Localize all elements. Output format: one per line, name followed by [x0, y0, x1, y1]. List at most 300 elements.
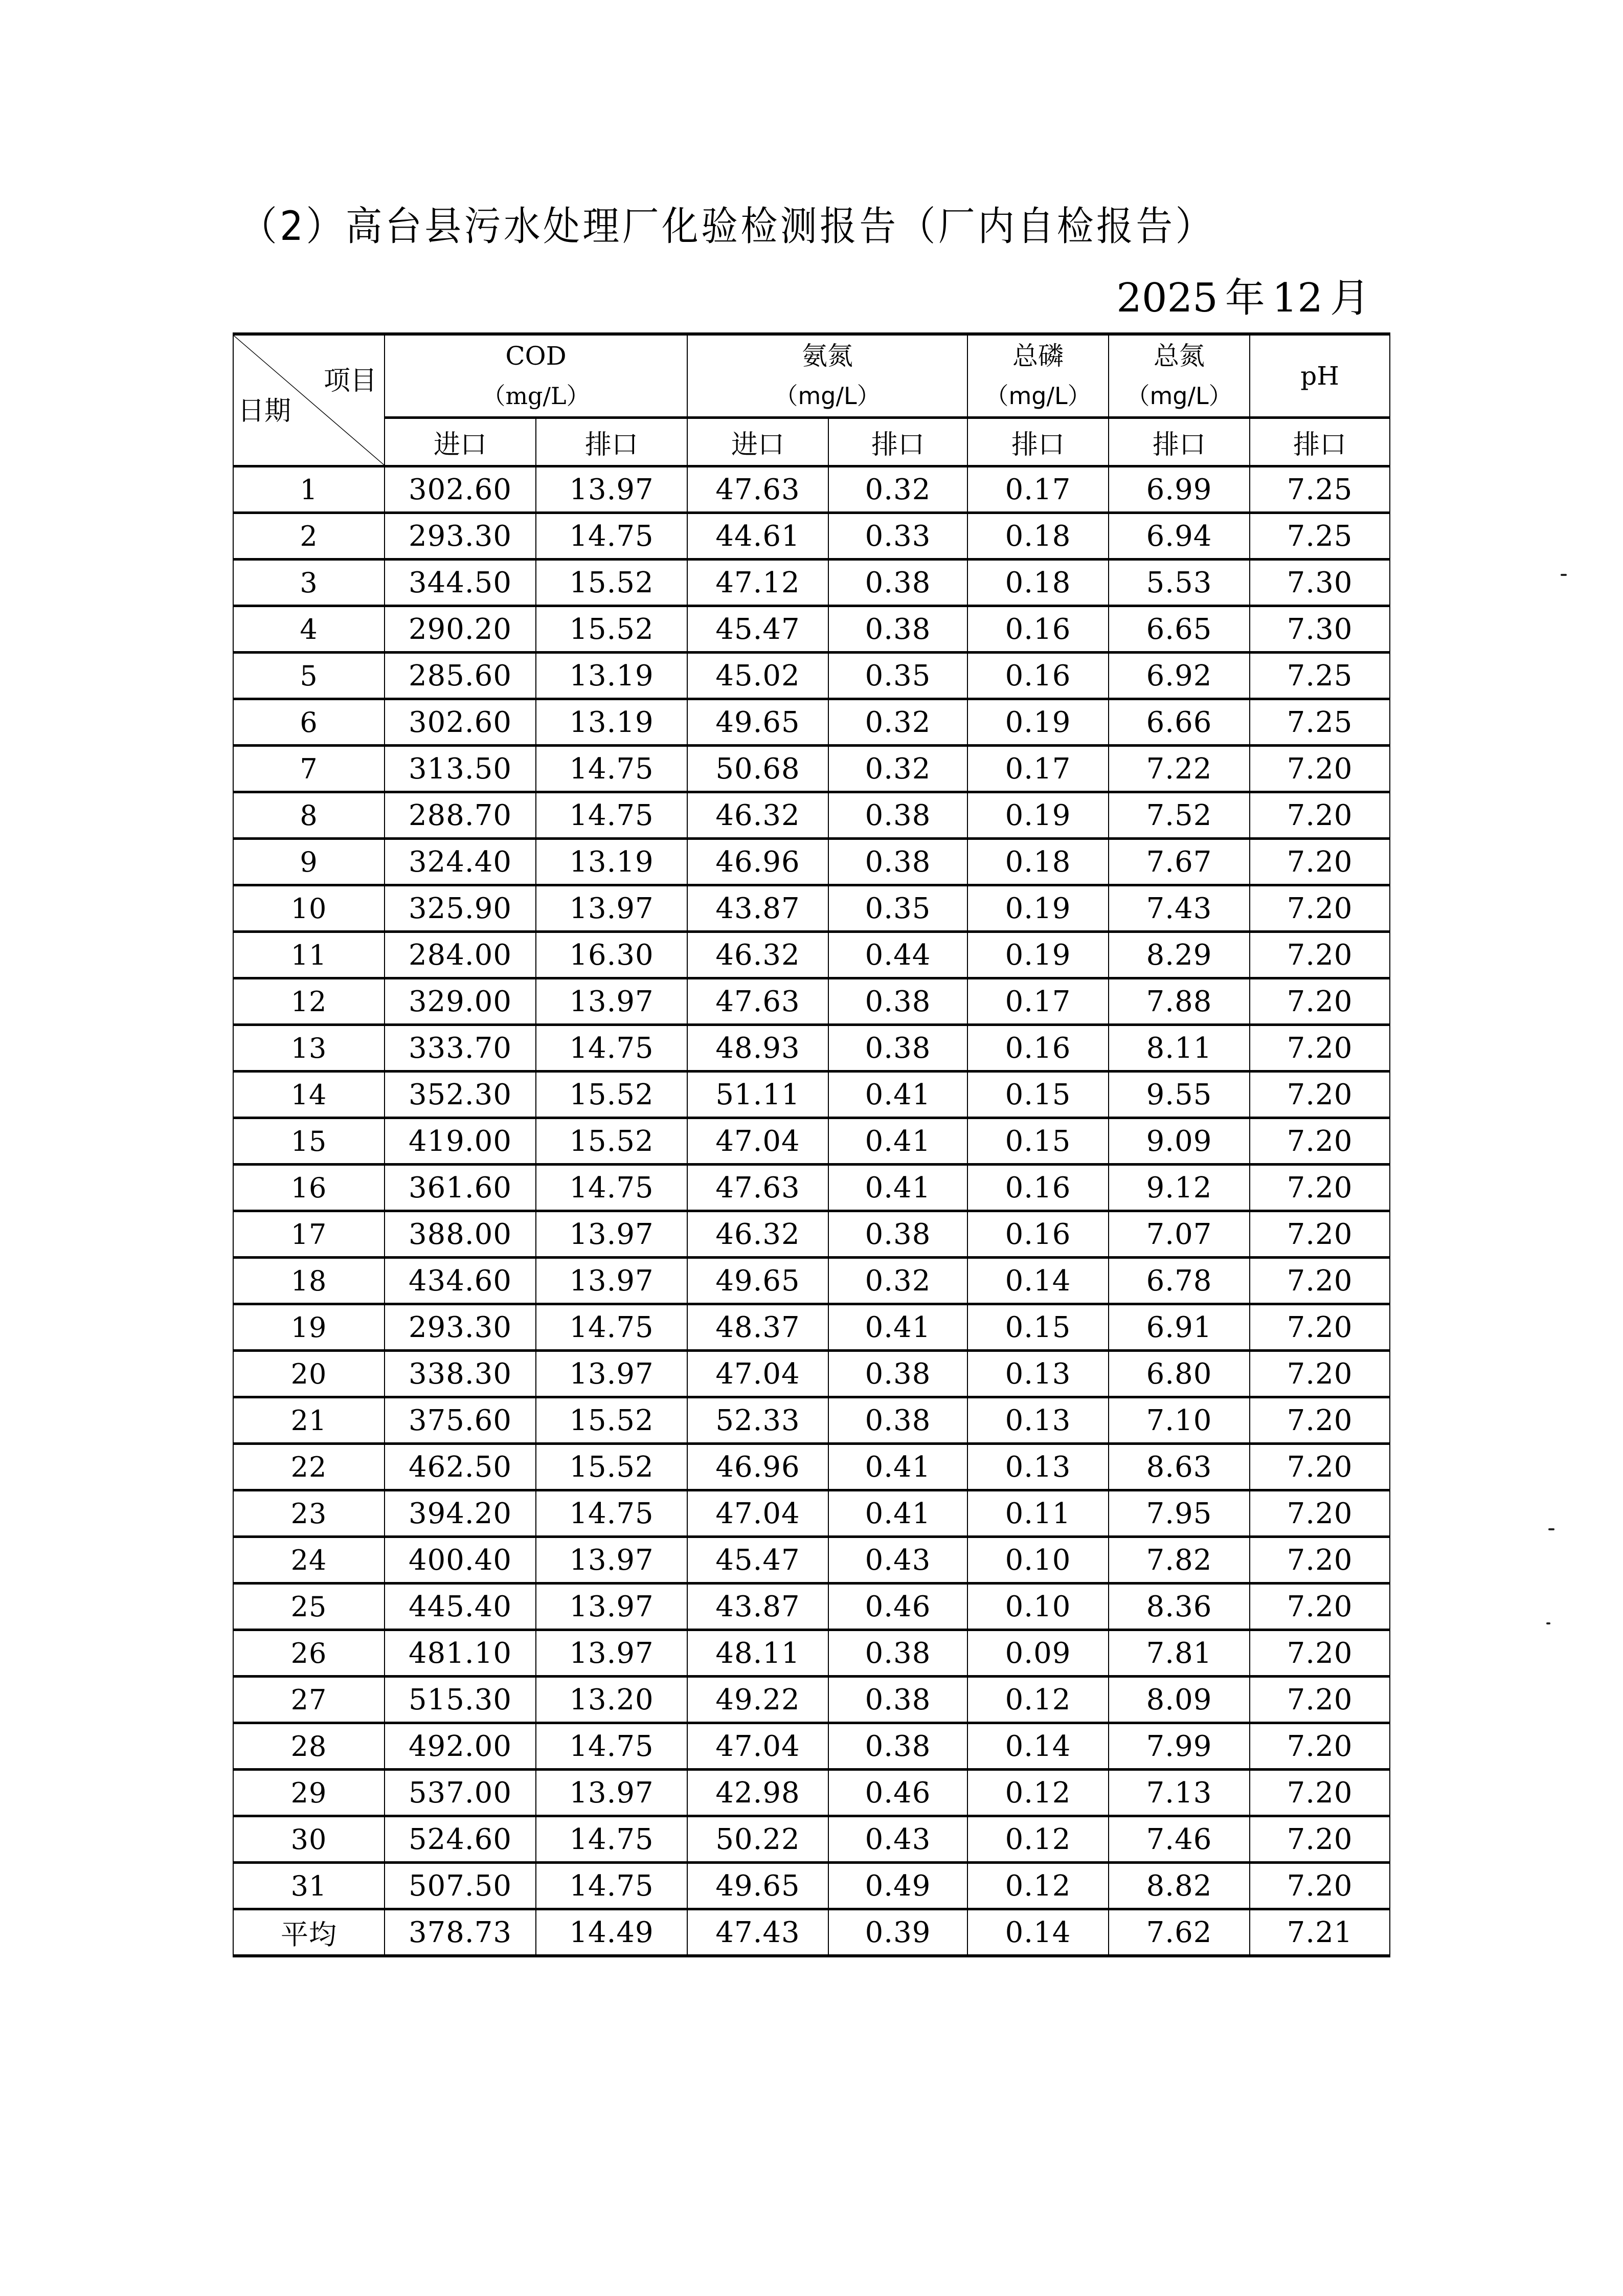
scan-speck: [1546, 1622, 1550, 1624]
cell-ph-outlet: 7.20: [1250, 792, 1390, 839]
group-name: 总氮: [1154, 341, 1205, 371]
cell-cod-inlet: 313.50: [385, 746, 536, 792]
cell-tn-outlet: 7.46: [1109, 1816, 1250, 1863]
cell-cod-outlet: 15.52: [536, 1397, 687, 1444]
cell-tp-outlet: 0.18: [967, 560, 1109, 606]
table-row: [233, 1770, 1390, 1816]
cell-tn-outlet: 7.13: [1109, 1770, 1250, 1816]
cell-cod-outlet: 15.52: [536, 606, 687, 653]
cell-ph-outlet: 7.25: [1250, 699, 1390, 746]
cell-nh3n-inlet: 48.11: [687, 1630, 828, 1677]
cell-nh3n-inlet: 49.22: [687, 1677, 828, 1723]
cell-ph-outlet: 7.20: [1250, 1118, 1390, 1165]
group-name: 氨氮: [802, 341, 853, 371]
group-header-ph: [1250, 334, 1390, 418]
cell-day: 30: [233, 1816, 385, 1863]
cell-day: 6: [233, 699, 385, 746]
cell-ph-outlet: 7.20: [1250, 1444, 1390, 1490]
cell-nh3n-inlet: 45.47: [687, 1537, 828, 1584]
table-row: [233, 606, 1390, 653]
header-row-points: [233, 418, 1390, 466]
cell-day: 13: [233, 1025, 385, 1072]
cell-cod-inlet: 445.40: [385, 1584, 536, 1630]
cell-tn-outlet: 9.09: [1109, 1118, 1250, 1165]
cell-nh3n-outlet: 0.32: [828, 699, 967, 746]
cell-ph-outlet: 7.20: [1250, 932, 1390, 978]
cell-nh3n-outlet: 0.41: [828, 1490, 967, 1537]
cell-nh3n-inlet: 47.63: [687, 978, 828, 1025]
table-body: [233, 466, 1390, 1956]
cell-ph-outlet: 7.20: [1250, 885, 1390, 932]
table-row: [233, 560, 1390, 606]
cell-nh3n-outlet: 0.32: [828, 466, 967, 513]
cell-cod-inlet: 285.60: [385, 653, 536, 699]
table-row: [233, 1863, 1390, 1909]
table-row: [233, 1723, 1390, 1770]
cell-nh3n-inlet: 42.98: [687, 1770, 828, 1816]
group-unit: （mg/L）: [482, 382, 590, 410]
cell-day: 9: [233, 839, 385, 885]
corner-item-label: 项目: [323, 366, 377, 396]
subheader-cod-outlet: 排口: [536, 418, 687, 466]
table-row: [233, 1677, 1390, 1723]
cell-cod-inlet: 537.00: [385, 1770, 536, 1816]
cell-cod-outlet: 15.52: [536, 1444, 687, 1490]
cell-day: 18: [233, 1258, 385, 1304]
cell-ph-outlet: 7.20: [1250, 1072, 1390, 1118]
report-month: 12: [1272, 275, 1323, 321]
cell-tn-outlet: 5.53: [1109, 560, 1250, 606]
cell-tn-outlet: 6.99: [1109, 466, 1250, 513]
cell-tn-outlet: 7.22: [1109, 746, 1250, 792]
cell-day: 20: [233, 1351, 385, 1397]
cell-tp-outlet: 0.12: [967, 1816, 1109, 1863]
cell-ph-outlet: 7.20: [1250, 1397, 1390, 1444]
cell-cod-outlet: 13.97: [536, 1770, 687, 1816]
cell-tp-outlet: 0.16: [967, 1165, 1109, 1211]
cell-nh3n-inlet: 43.87: [687, 1584, 828, 1630]
cell-ph-outlet: 7.20: [1250, 1351, 1390, 1397]
table-row: [233, 746, 1390, 792]
cell-nh3n-outlet: 0.38: [828, 560, 967, 606]
corner-header-cell: [233, 334, 385, 466]
table-row: [233, 513, 1390, 560]
cell-day: 1: [233, 466, 385, 513]
cell-cod-outlet: 13.20: [536, 1677, 687, 1723]
cell-tn-outlet: 7.52: [1109, 792, 1250, 839]
cell-nh3n-outlet: 0.38: [828, 839, 967, 885]
cell-tp-outlet: 0.12: [967, 1863, 1109, 1909]
table-row: [233, 1351, 1390, 1397]
cell-cod-inlet: 288.70: [385, 792, 536, 839]
cell-day: 5: [233, 653, 385, 699]
cell-tn-outlet: 7.62: [1109, 1909, 1250, 1956]
cell-ph-outlet: 7.20: [1250, 1165, 1390, 1211]
cell-tp-outlet: 0.13: [967, 1351, 1109, 1397]
cell-tn-outlet: 6.94: [1109, 513, 1250, 560]
table-row: [233, 1211, 1390, 1258]
group-unit: （mg/L）: [774, 382, 881, 410]
cell-day: 27: [233, 1677, 385, 1723]
cell-cod-inlet: 419.00: [385, 1118, 536, 1165]
cell-day: 10: [233, 885, 385, 932]
cell-cod-outlet: 14.75: [536, 1723, 687, 1770]
cell-tn-outlet: 7.82: [1109, 1537, 1250, 1584]
cell-cod-outlet: 13.19: [536, 653, 687, 699]
cell-cod-outlet: 13.19: [536, 699, 687, 746]
cell-ph-outlet: 7.20: [1250, 978, 1390, 1025]
cell-ph-outlet: 7.20: [1250, 1770, 1390, 1816]
cell-cod-inlet: 400.40: [385, 1537, 536, 1584]
cell-day: 22: [233, 1444, 385, 1490]
subheader-cod-inlet: 进口: [385, 418, 536, 466]
cell-nh3n-outlet: 0.49: [828, 1863, 967, 1909]
cell-tn-outlet: 6.80: [1109, 1351, 1250, 1397]
cell-day: 4: [233, 606, 385, 653]
cell-tn-outlet: 7.10: [1109, 1397, 1250, 1444]
subheader-nh3n-inlet: 进口: [687, 418, 828, 466]
cell-cod-outlet: 13.97: [536, 1351, 687, 1397]
cell-tp-outlet: 0.16: [967, 606, 1109, 653]
cell-cod-inlet: 324.40: [385, 839, 536, 885]
cell-ph-outlet: 7.20: [1250, 1630, 1390, 1677]
cell-tp-outlet: 0.19: [967, 932, 1109, 978]
cell-cod-outlet: 13.97: [536, 1584, 687, 1630]
table-row: [233, 1490, 1390, 1537]
lab-results-table: [233, 332, 1390, 1957]
cell-ph-outlet: 7.20: [1250, 746, 1390, 792]
cell-cod-inlet: 378.73: [385, 1909, 536, 1956]
cell-ph-outlet: 7.20: [1250, 1211, 1390, 1258]
cell-nh3n-outlet: 0.33: [828, 513, 967, 560]
cell-day: 23: [233, 1490, 385, 1537]
cell-ph-outlet: 7.20: [1250, 839, 1390, 885]
subheader-ph-outlet: 排口: [1250, 418, 1390, 466]
cell-tp-outlet: 0.12: [967, 1677, 1109, 1723]
cell-cod-inlet: 302.60: [385, 699, 536, 746]
cell-cod-outlet: 13.97: [536, 1537, 687, 1584]
cell-tp-outlet: 0.15: [967, 1118, 1109, 1165]
cell-ph-outlet: 7.25: [1250, 653, 1390, 699]
cell-tn-outlet: 7.99: [1109, 1723, 1250, 1770]
group-unit: （mg/L）: [1126, 382, 1232, 410]
cell-ph-outlet: 7.20: [1250, 1025, 1390, 1072]
cell-tp-outlet: 0.10: [967, 1584, 1109, 1630]
cell-day: 16: [233, 1165, 385, 1211]
cell-cod-inlet: 293.30: [385, 1304, 536, 1351]
cell-ph-outlet: 7.25: [1250, 466, 1390, 513]
cell-ph-outlet: 7.20: [1250, 1258, 1390, 1304]
cell-tp-outlet: 0.09: [967, 1630, 1109, 1677]
cell-nh3n-inlet: 47.04: [687, 1723, 828, 1770]
cell-cod-inlet: 344.50: [385, 560, 536, 606]
cell-tp-outlet: 0.13: [967, 1444, 1109, 1490]
cell-nh3n-inlet: 47.43: [687, 1909, 828, 1956]
cell-cod-outlet: 14.75: [536, 1165, 687, 1211]
cell-cod-outlet: 14.75: [536, 792, 687, 839]
table-row: [233, 1304, 1390, 1351]
group-header-total-nitrogen: [1109, 334, 1250, 418]
cell-nh3n-inlet: 47.63: [687, 466, 828, 513]
cell-tp-outlet: 0.15: [967, 1072, 1109, 1118]
cell-tp-outlet: 0.13: [967, 1397, 1109, 1444]
cell-cod-outlet: 13.97: [536, 1630, 687, 1677]
cell-ph-outlet: 7.21: [1250, 1909, 1390, 1956]
cell-nh3n-outlet: 0.39: [828, 1909, 967, 1956]
cell-tp-outlet: 0.18: [967, 513, 1109, 560]
cell-tp-outlet: 0.17: [967, 978, 1109, 1025]
cell-nh3n-outlet: 0.38: [828, 1025, 967, 1072]
table-row: [233, 1118, 1390, 1165]
cell-cod-inlet: 375.60: [385, 1397, 536, 1444]
cell-cod-outlet: 13.97: [536, 1211, 687, 1258]
cell-nh3n-inlet: 49.65: [687, 1863, 828, 1909]
cell-tp-outlet: 0.11: [967, 1490, 1109, 1537]
cell-tp-outlet: 0.19: [967, 699, 1109, 746]
cell-tn-outlet: 7.07: [1109, 1211, 1250, 1258]
cell-day: 26: [233, 1630, 385, 1677]
cell-cod-outlet: 14.75: [536, 746, 687, 792]
cell-cod-inlet: 325.90: [385, 885, 536, 932]
cell-tp-outlet: 0.14: [967, 1258, 1109, 1304]
cell-nh3n-outlet: 0.38: [828, 606, 967, 653]
cell-day: 14: [233, 1072, 385, 1118]
table-row: [233, 1584, 1390, 1630]
cell-tn-outlet: 8.29: [1109, 932, 1250, 978]
cell-tn-outlet: 6.92: [1109, 653, 1250, 699]
cell-tp-outlet: 0.17: [967, 466, 1109, 513]
cell-nh3n-inlet: 46.32: [687, 1211, 828, 1258]
cell-nh3n-outlet: 0.32: [828, 746, 967, 792]
cell-nh3n-inlet: 47.63: [687, 1165, 828, 1211]
table-row: [233, 653, 1390, 699]
cell-nh3n-outlet: 0.41: [828, 1072, 967, 1118]
table-row: [233, 1072, 1390, 1118]
cell-nh3n-inlet: 46.96: [687, 839, 828, 885]
cell-cod-inlet: 388.00: [385, 1211, 536, 1258]
table-row: [233, 932, 1390, 978]
cell-cod-inlet: 329.00: [385, 978, 536, 1025]
scan-speck: [1561, 574, 1567, 576]
cell-tn-outlet: 7.67: [1109, 839, 1250, 885]
cell-nh3n-outlet: 0.38: [828, 978, 967, 1025]
cell-tp-outlet: 0.12: [967, 1770, 1109, 1816]
cell-day: 平均: [233, 1909, 385, 1956]
cell-nh3n-outlet: 0.46: [828, 1584, 967, 1630]
cell-day: 3: [233, 560, 385, 606]
cell-cod-outlet: 13.97: [536, 466, 687, 513]
cell-ph-outlet: 7.20: [1250, 1863, 1390, 1909]
cell-cod-inlet: 284.00: [385, 932, 536, 978]
group-name: pH: [1300, 361, 1339, 391]
header-row-groups: [233, 334, 1390, 418]
cell-nh3n-inlet: 46.32: [687, 932, 828, 978]
cell-nh3n-inlet: 49.65: [687, 699, 828, 746]
cell-nh3n-inlet: 47.12: [687, 560, 828, 606]
cell-cod-outlet: 13.97: [536, 978, 687, 1025]
cell-day: 29: [233, 1770, 385, 1816]
table-row: [233, 1630, 1390, 1677]
cell-nh3n-outlet: 0.38: [828, 1351, 967, 1397]
cell-tn-outlet: 9.55: [1109, 1072, 1250, 1118]
cell-day: 11: [233, 932, 385, 978]
cell-cod-inlet: 394.20: [385, 1490, 536, 1537]
table-row: [233, 1816, 1390, 1863]
cell-nh3n-outlet: 0.38: [828, 1211, 967, 1258]
cell-nh3n-inlet: 52.33: [687, 1397, 828, 1444]
cell-nh3n-inlet: 48.93: [687, 1025, 828, 1072]
cell-nh3n-inlet: 47.04: [687, 1118, 828, 1165]
cell-tp-outlet: 0.18: [967, 839, 1109, 885]
cell-nh3n-outlet: 0.41: [828, 1444, 967, 1490]
cell-tn-outlet: 8.11: [1109, 1025, 1250, 1072]
table-row: [233, 978, 1390, 1025]
cell-cod-outlet: 15.52: [536, 1072, 687, 1118]
cell-cod-outlet: 13.97: [536, 885, 687, 932]
cell-nh3n-outlet: 0.43: [828, 1816, 967, 1863]
table-row: [233, 699, 1390, 746]
cell-cod-inlet: 492.00: [385, 1723, 536, 1770]
cell-day: 7: [233, 746, 385, 792]
cell-tp-outlet: 0.14: [967, 1909, 1109, 1956]
group-name: COD: [505, 341, 567, 371]
cell-day: 15: [233, 1118, 385, 1165]
cell-cod-outlet: 14.75: [536, 1863, 687, 1909]
cell-tn-outlet: 8.09: [1109, 1677, 1250, 1723]
cell-nh3n-outlet: 0.46: [828, 1770, 967, 1816]
cell-ph-outlet: 7.20: [1250, 1304, 1390, 1351]
cell-cod-inlet: 352.30: [385, 1072, 536, 1118]
cell-tn-outlet: 6.91: [1109, 1304, 1250, 1351]
cell-nh3n-inlet: 46.32: [687, 792, 828, 839]
cell-cod-outlet: 16.30: [536, 932, 687, 978]
cell-day: 19: [233, 1304, 385, 1351]
cell-tn-outlet: 7.88: [1109, 978, 1250, 1025]
cell-nh3n-inlet: 47.04: [687, 1351, 828, 1397]
cell-cod-inlet: 481.10: [385, 1630, 536, 1677]
cell-tn-outlet: 8.63: [1109, 1444, 1250, 1490]
cell-cod-inlet: 338.30: [385, 1351, 536, 1397]
cell-cod-outlet: 15.52: [536, 1118, 687, 1165]
cell-nh3n-outlet: 0.41: [828, 1165, 967, 1211]
cell-nh3n-inlet: 50.68: [687, 746, 828, 792]
cell-nh3n-outlet: 0.44: [828, 932, 967, 978]
cell-cod-inlet: 333.70: [385, 1025, 536, 1072]
cell-cod-outlet: 14.49: [536, 1909, 687, 1956]
cell-nh3n-outlet: 0.38: [828, 1397, 967, 1444]
subheader-nh3n-outlet: 排口: [828, 418, 967, 466]
cell-cod-outlet: 15.52: [536, 560, 687, 606]
cell-nh3n-outlet: 0.43: [828, 1537, 967, 1584]
cell-nh3n-outlet: 0.35: [828, 885, 967, 932]
cell-tp-outlet: 0.17: [967, 746, 1109, 792]
cell-ph-outlet: 7.20: [1250, 1816, 1390, 1863]
cell-tn-outlet: 7.95: [1109, 1490, 1250, 1537]
cell-tn-outlet: 6.66: [1109, 699, 1250, 746]
cell-tp-outlet: 0.19: [967, 792, 1109, 839]
table-row: [233, 1537, 1390, 1584]
cell-cod-inlet: 462.50: [385, 1444, 536, 1490]
cell-nh3n-inlet: 51.11: [687, 1072, 828, 1118]
cell-cod-inlet: 524.60: [385, 1816, 536, 1863]
cell-nh3n-inlet: 45.02: [687, 653, 828, 699]
cell-cod-inlet: 515.30: [385, 1677, 536, 1723]
cell-tp-outlet: 0.10: [967, 1537, 1109, 1584]
cell-cod-inlet: 293.30: [385, 513, 536, 560]
scan-speck: [1548, 1528, 1554, 1530]
cell-tn-outlet: 6.78: [1109, 1258, 1250, 1304]
cell-cod-outlet: 14.75: [536, 513, 687, 560]
cell-cod-inlet: 290.20: [385, 606, 536, 653]
cell-day: 28: [233, 1723, 385, 1770]
cell-nh3n-outlet: 0.38: [828, 1677, 967, 1723]
cell-ph-outlet: 7.30: [1250, 606, 1390, 653]
group-unit: （mg/L）: [985, 382, 1091, 410]
cell-ph-outlet: 7.20: [1250, 1584, 1390, 1630]
cell-cod-inlet: 302.60: [385, 466, 536, 513]
cell-cod-inlet: 361.60: [385, 1165, 536, 1211]
subheader-tp-outlet: 排口: [967, 418, 1109, 466]
cell-nh3n-inlet: 45.47: [687, 606, 828, 653]
cell-tn-outlet: 8.82: [1109, 1863, 1250, 1909]
cell-cod-outlet: 14.75: [536, 1490, 687, 1537]
report-year: 2025: [1116, 275, 1218, 321]
cell-tn-outlet: 8.36: [1109, 1584, 1250, 1630]
table-row: [233, 1258, 1390, 1304]
cell-day: 8: [233, 792, 385, 839]
table-row: [233, 885, 1390, 932]
cell-tn-outlet: 7.43: [1109, 885, 1250, 932]
cell-nh3n-outlet: 0.35: [828, 653, 967, 699]
cell-nh3n-outlet: 0.41: [828, 1118, 967, 1165]
cell-tp-outlet: 0.15: [967, 1304, 1109, 1351]
cell-day: 21: [233, 1397, 385, 1444]
cell-nh3n-outlet: 0.41: [828, 1304, 967, 1351]
cell-nh3n-inlet: 48.37: [687, 1304, 828, 1351]
cell-nh3n-inlet: 46.96: [687, 1444, 828, 1490]
report-month-suffix: 月: [1329, 275, 1370, 321]
table-row: [233, 466, 1390, 513]
average-row: [233, 1909, 1390, 1956]
report-title: （2）高台县污水处理厂化验检测报告（厂内自检报告）: [240, 204, 1215, 250]
cell-cod-inlet: 507.50: [385, 1863, 536, 1909]
cell-tp-outlet: 0.14: [967, 1723, 1109, 1770]
cell-tp-outlet: 0.16: [967, 1211, 1109, 1258]
report-year-suffix: 年: [1225, 275, 1265, 321]
subheader-tn-outlet: 排口: [1109, 418, 1250, 466]
table-row: [233, 1025, 1390, 1072]
table-row: [233, 1165, 1390, 1211]
corner-date-label: 日期: [238, 396, 291, 427]
cell-tp-outlet: 0.16: [967, 1025, 1109, 1072]
cell-tn-outlet: 9.12: [1109, 1165, 1250, 1211]
cell-cod-outlet: 14.75: [536, 1816, 687, 1863]
group-header-ammonia-nitrogen: [687, 334, 967, 418]
cell-nh3n-outlet: 0.38: [828, 1723, 967, 1770]
cell-ph-outlet: 7.20: [1250, 1490, 1390, 1537]
table-row: [233, 1397, 1390, 1444]
cell-day: 25: [233, 1584, 385, 1630]
table-row: [233, 792, 1390, 839]
cell-ph-outlet: 7.25: [1250, 513, 1390, 560]
cell-nh3n-inlet: 47.04: [687, 1490, 828, 1537]
cell-tp-outlet: 0.16: [967, 653, 1109, 699]
cell-day: 2: [233, 513, 385, 560]
cell-nh3n-inlet: 44.61: [687, 513, 828, 560]
group-header-cod: [385, 334, 687, 418]
cell-tp-outlet: 0.19: [967, 885, 1109, 932]
cell-nh3n-outlet: 0.38: [828, 1630, 967, 1677]
